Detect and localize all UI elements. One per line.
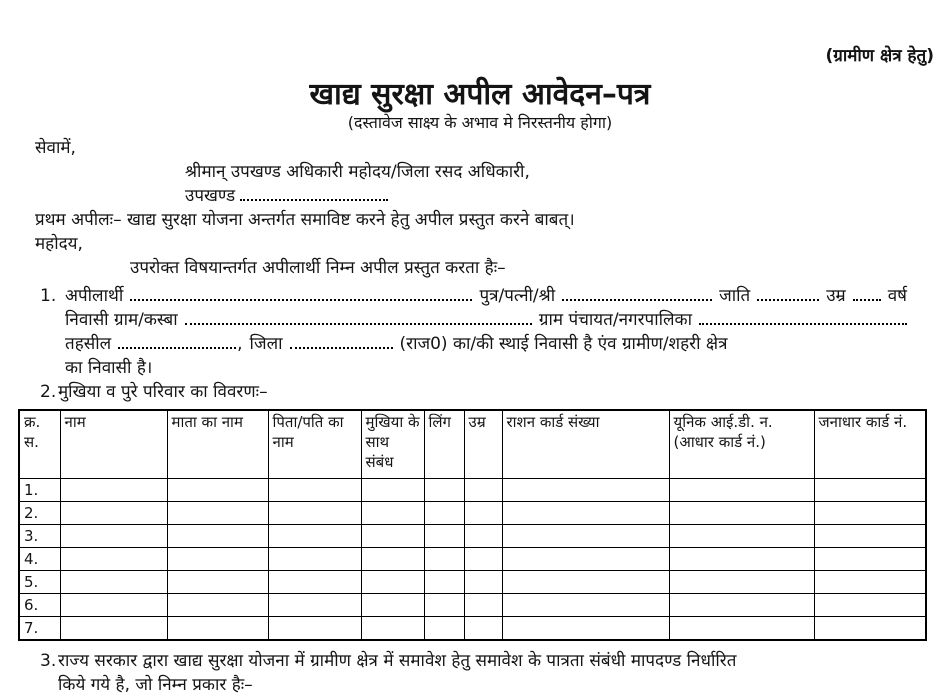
table-header-row	[19, 410, 926, 478]
empty-cell	[464, 570, 502, 593]
empty-cell	[502, 524, 669, 547]
tehsil-line	[65, 332, 907, 356]
empty-cell	[464, 547, 502, 570]
empty-cell	[60, 501, 167, 524]
panchayat-label: ग्राम पंचायत/नगरपालिका	[538, 310, 692, 330]
empty-cell	[361, 593, 424, 616]
relation-label: पुत्र/पत्नी/श्री	[479, 286, 556, 306]
subdivision-label: उपखण्ड	[185, 186, 236, 206]
intro-line: उपरोक्त विषयान्तर्गत अपीलार्थी निम्न अपील प्रस्तुत करता हैः–	[130, 258, 506, 278]
empty-cell	[167, 478, 268, 501]
residence-text-2: का निवासी है।	[65, 358, 153, 378]
item-3-text	[58, 649, 736, 697]
family-row-6	[19, 593, 926, 616]
empty-cell	[268, 570, 361, 593]
comma: ,	[237, 334, 243, 354]
empty-cell	[814, 501, 926, 524]
empty-cell	[60, 593, 167, 616]
empty-cell	[167, 501, 268, 524]
residence-text: (राज0) का/की स्थाई निवासी है एंव ग्रामीण/शहरी क्षेत्र	[399, 334, 728, 354]
empty-cell	[669, 547, 814, 570]
subdivision-blank	[240, 199, 388, 201]
item-1-number: 1.	[40, 286, 57, 306]
applicant-label: अपीलार्थी	[65, 286, 124, 306]
empty-cell	[424, 524, 464, 547]
col-header-serial: क्र. स.	[19, 410, 60, 478]
empty-cell	[814, 524, 926, 547]
family-row-7	[19, 616, 926, 640]
empty-cell	[669, 501, 814, 524]
empty-cell	[167, 547, 268, 570]
form-subtitle: (दस्तावेज साक्ष्य के अभाव मे निरस्तनीय होगा)	[347, 113, 613, 132]
row-number: 7.	[19, 616, 60, 640]
empty-cell	[424, 616, 464, 640]
panchayat-blank	[699, 323, 907, 325]
empty-cell	[268, 478, 361, 501]
empty-cell	[502, 593, 669, 616]
empty-cell	[268, 547, 361, 570]
family-row-1	[19, 478, 926, 501]
empty-cell	[814, 478, 926, 501]
empty-cell	[361, 478, 424, 501]
first-appeal-line: प्रथम अपीलः– खाद्य सुरक्षा योजना अन्तर्गत समाविष्ट करने हेतु अपील प्रस्तुत करने बाबत्।	[35, 210, 575, 230]
col-header-father-husband-name: पिता/पति का नाम	[268, 410, 361, 478]
subdivision-line	[185, 184, 907, 208]
empty-cell	[424, 547, 464, 570]
empty-cell	[268, 616, 361, 640]
col-header-janaadhaar-card: जनाधार कार्ड नं.	[814, 410, 926, 478]
col-header-gender: लिंग	[424, 410, 464, 478]
tehsil-blank	[118, 347, 236, 349]
village-blank	[185, 323, 532, 325]
empty-cell	[60, 547, 167, 570]
empty-cell	[60, 478, 167, 501]
empty-cell	[424, 570, 464, 593]
row-number: 3.	[19, 524, 60, 547]
empty-cell	[814, 616, 926, 640]
empty-cell	[361, 524, 424, 547]
empty-cell	[669, 478, 814, 501]
age-label: उम्र	[826, 286, 846, 306]
empty-cell	[60, 570, 167, 593]
applicant-line	[40, 284, 907, 308]
col-header-mother-name: माता का नाम	[167, 410, 268, 478]
item-3-line-1: राज्य सरकार द्वारा खाद्य सुरक्षा योजना में ग्रामीण क्षेत्र में समावेश हेतु समावेश के पात्रता संबंधी मापदण्ड निर्धारित	[58, 650, 737, 671]
family-row-5	[19, 570, 926, 593]
village-label: निवासी ग्राम/कस्बा	[65, 310, 178, 330]
empty-cell	[167, 524, 268, 547]
col-header-age: उम्र	[464, 410, 502, 478]
empty-cell	[464, 616, 502, 640]
region-note: (ग्रामीण क्षेत्र हेतु)	[825, 46, 934, 66]
salutation: सेवामें,	[35, 138, 76, 158]
empty-cell	[814, 570, 926, 593]
relation-name-blank	[562, 299, 712, 301]
empty-cell	[361, 570, 424, 593]
empty-cell	[464, 478, 502, 501]
empty-cell	[361, 547, 424, 570]
empty-cell	[424, 501, 464, 524]
empty-cell	[424, 593, 464, 616]
empty-cell	[464, 501, 502, 524]
family-row-2	[19, 501, 926, 524]
form-title: खाद्य सुरक्षा अपील आवेदन–पत्र	[309, 77, 651, 112]
item-3-number: 3.	[40, 650, 57, 671]
item-2-number: 2.	[40, 382, 57, 402]
empty-cell	[814, 593, 926, 616]
empty-cell	[361, 501, 424, 524]
caste-blank	[757, 299, 819, 301]
family-details-table	[18, 409, 927, 641]
empty-cell	[669, 524, 814, 547]
years-label: वर्ष	[887, 286, 907, 306]
item-2-heading-row	[40, 380, 907, 404]
row-number: 5.	[19, 570, 60, 593]
empty-cell	[502, 616, 669, 640]
empty-cell	[464, 593, 502, 616]
sir-line: महोदय,	[35, 234, 83, 254]
district-label: जिला	[249, 334, 283, 354]
empty-cell	[502, 478, 669, 501]
empty-cell	[502, 501, 669, 524]
row-number: 1.	[19, 478, 60, 501]
item-3-line-2: किये गये है, जो निम्न प्रकार हैः–	[58, 674, 253, 695]
item-2-heading: मुखिया व पुरे परिवार का विवरणः–	[58, 382, 268, 402]
addressee-line: श्रीमान् उपखण्ड अधिकारी महोदय/जिला रसद अधिकारी,	[185, 162, 530, 182]
empty-cell	[814, 547, 926, 570]
empty-cell	[502, 570, 669, 593]
row-number: 4.	[19, 547, 60, 570]
applicant-name-blank	[130, 299, 472, 301]
empty-cell	[424, 478, 464, 501]
col-header-unique-id: यूनिक आई.डी. न. (आधार कार्ड नं.)	[669, 410, 814, 478]
empty-cell	[502, 547, 669, 570]
col-header-name: नाम	[60, 410, 167, 478]
family-row-3	[19, 524, 926, 547]
caste-label: जाति	[719, 286, 751, 306]
empty-cell	[268, 593, 361, 616]
empty-cell	[464, 524, 502, 547]
col-header-relation-to-head: मुखिया के साथ संबंध	[361, 410, 424, 478]
empty-cell	[268, 524, 361, 547]
empty-cell	[60, 524, 167, 547]
empty-cell	[669, 570, 814, 593]
village-line	[65, 308, 907, 332]
district-blank	[290, 347, 393, 349]
row-number: 6.	[19, 593, 60, 616]
family-row-4	[19, 547, 926, 570]
tehsil-label: तहसील	[65, 334, 112, 354]
row-number: 2.	[19, 501, 60, 524]
age-blank	[853, 299, 881, 301]
empty-cell	[167, 616, 268, 640]
empty-cell	[167, 593, 268, 616]
item-1	[40, 284, 907, 380]
empty-cell	[361, 616, 424, 640]
col-header-ration-card-number: राशन कार्ड संख्या	[502, 410, 669, 478]
empty-cell	[167, 570, 268, 593]
empty-cell	[669, 616, 814, 640]
item-3	[40, 649, 907, 697]
empty-cell	[268, 501, 361, 524]
empty-cell	[669, 593, 814, 616]
empty-cell	[60, 616, 167, 640]
